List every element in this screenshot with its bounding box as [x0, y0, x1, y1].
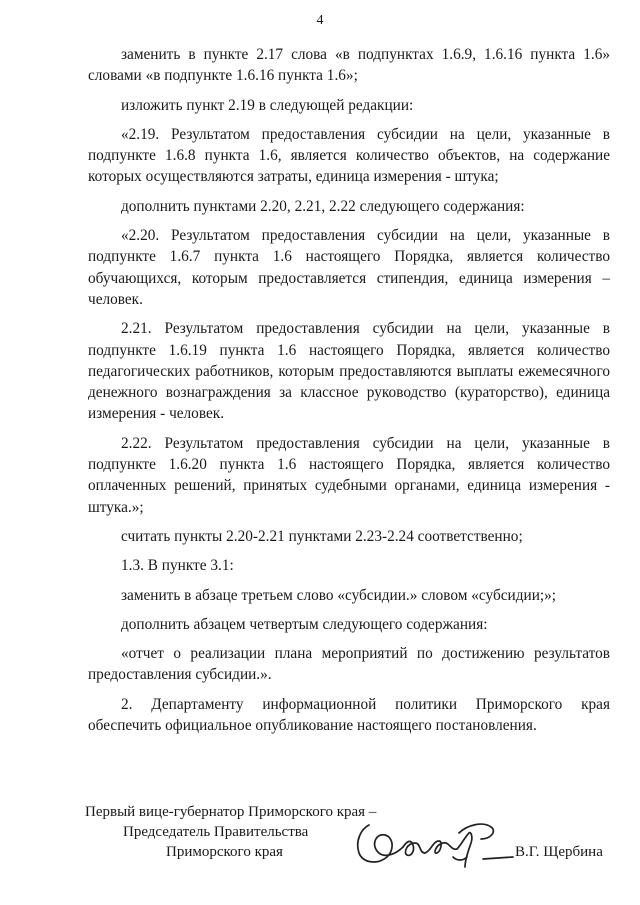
- paragraph: считать пункты 2.20-2.21 пунктами 2.23-2.24 соответственно;: [121, 527, 523, 545]
- page-number: 4: [316, 13, 324, 28]
- paragraph: дополнить абзацем четвертым следующего содержания:: [121, 615, 488, 633]
- paragraph: дополнить пунктами 2.20, 2.21, 2.22 следующего содержания:: [121, 197, 525, 215]
- paragraph: 1.3. В пункте 3.1:: [121, 557, 234, 575]
- paragraph: «2.20. Результатом предоставления субсидии на цели, указанные в подпункте 1.6.7 пункта 1.6 настоящего Порядка, является количество обучающихся, которым предоставляется стипендия, единица измерения – человек.: [88, 227, 610, 308]
- signatory-position-line: Приморского края: [166, 844, 283, 860]
- signatory-name: В.Г. Щербина: [515, 844, 603, 860]
- paragraph: заменить в абзаце третьем слово «субсидии.» словом «субсидии;»;: [121, 586, 557, 604]
- paragraph: 2.21. Результатом предоставления субсидии на цели, указанные в подпункте 1.6.19 пункта 1.6 настоящего Порядка, является количество педагогических работников, которым предоставляются выплаты ежемесячного денежного вознаграждения за классное руководство (кураторство), единица измерения - человек.: [88, 320, 610, 423]
- paragraph: 2. Департаменту информационной политики Приморского края обеспечить официальное опубликование настоящего постановления.: [88, 695, 610, 735]
- signatory-position-line: Первый вице-губернатор Приморского края –: [85, 804, 377, 820]
- signatory-position-line: Председатель Правительства: [123, 824, 309, 840]
- paragraph: «2.19. Результатом предоставления субсидии на цели, указанные в подпункте 1.6.8 пункта 1.6, является количество объектов, на содержание которых осуществляются затраты, единица измерения - штука;: [88, 125, 610, 186]
- document-body: [88, 44, 610, 744]
- paragraph: 2.22. Результатом предоставления субсидии на цели, указанные в подпункте 1.6.20 пункта 1.6 настоящего Порядка, является количество оплаченных решений, принятых судебными органами, единица измерения - штука.»;: [88, 434, 610, 516]
- handwritten-signature: [347, 807, 515, 871]
- paragraph: заменить в пункте 2.17 слова «в подпунктах 1.6.9, 1.6.16 пункта 1.6» словами «в подпункте 1.6.16 пункта 1.6»;: [88, 46, 610, 85]
- paragraph: изложить пункт 2.19 в следующей редакции:: [121, 96, 414, 114]
- signature-block: [85, 803, 615, 873]
- paragraph: «отчет о реализации плана мероприятий по достижению результатов предоставления субсидии.».: [88, 645, 610, 684]
